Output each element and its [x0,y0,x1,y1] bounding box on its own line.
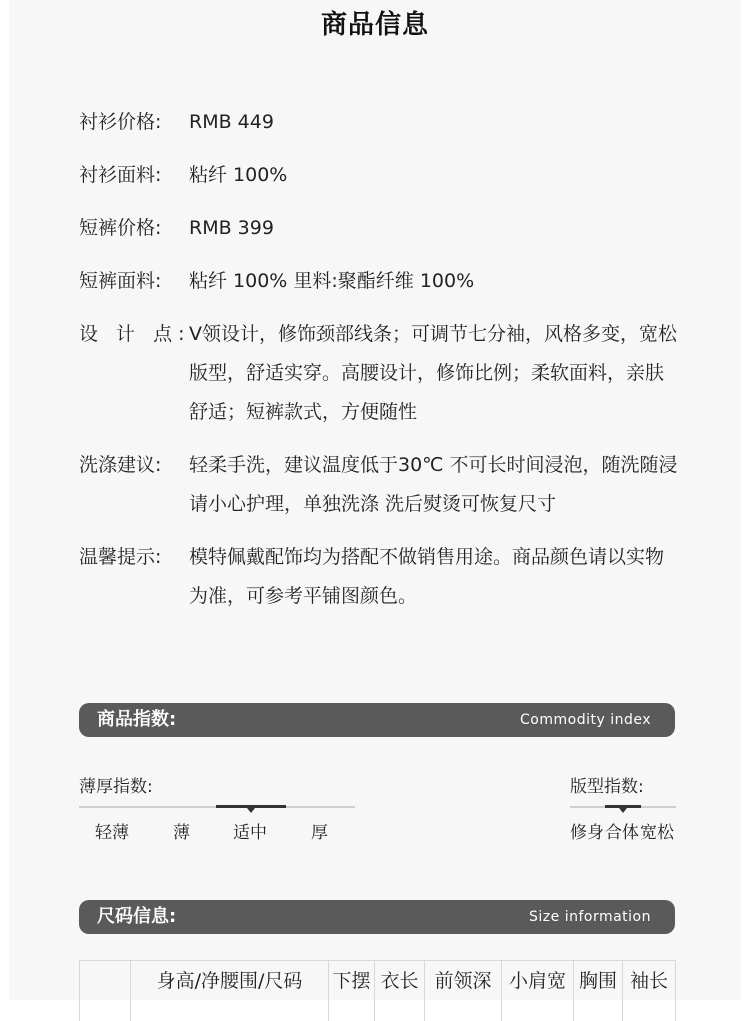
product-detail-page [9,0,741,1000]
info-value: 粘纤 100% [189,164,288,186]
info-value: V领设计，修饰颈部线条；可调节七分袖，风格多变，宽松版型，舒适实穿。高腰设计，修饰比例；柔软面料，亲肤舒适；短裤款式，方便随性 [189,323,677,423]
info-row-shirt-fabric [79,156,679,195]
size-table-header-cell: 前领深 [425,961,502,1021]
fit-option-selected: 合体 [605,823,639,843]
size-info-title-en: Size information [529,909,651,925]
size-table-header-cell: 身高/净腰围/尺码 [131,961,329,1021]
size-table-header-cell [80,961,131,1021]
info-row-shorts-fabric [79,262,679,301]
commodity-index-title: 商品指数: [97,709,177,730]
thickness-option: 薄 [173,823,190,843]
size-table [79,960,676,1021]
info-row-design-points [79,315,679,432]
info-value: RMB 449 [189,111,274,133]
info-label: 衬衫价格: [79,111,162,133]
thickness-option-selected: 适中 [233,823,267,843]
info-value: RMB 399 [189,217,274,239]
info-value: 轻柔手洗，建议温度低于30℃ 不可长时间浸泡，随洗随浸 请小心护理，单独洗涤 洗后熨烫可恢复尺寸 [189,454,678,515]
commodity-index-header [79,703,675,737]
info-row-shirt-price [79,103,679,142]
info-row-shorts-price [79,209,679,248]
size-info-header [79,900,675,934]
info-label: 衬衫面料: [79,164,162,186]
size-table-header-cell: 下摆 [329,961,375,1021]
size-table-header-cell: 胸围 [574,961,623,1021]
commodity-index-title-en: Commodity index [520,712,651,728]
size-table-header-cell: 衣长 [375,961,425,1021]
info-label: 洗涤建议: [79,454,162,476]
info-row-washing [79,446,679,524]
info-label: 短裤价格: [79,217,162,239]
thickness-option: 轻薄 [95,823,129,843]
info-label: 短裤面料: [79,270,162,292]
info-row-tips [79,538,679,616]
size-table-header-cell: 小肩宽 [502,961,574,1021]
size-info-title: 尺码信息: [97,906,177,927]
info-label: 温馨提示: [79,546,162,568]
info-label: 设 计 点: [79,323,191,345]
fit-index-label: 版型指数: [570,777,644,797]
fit-option: 宽松 [640,823,674,843]
thickness-index-label: 薄厚指数: [79,777,153,797]
thickness-option: 厚 [311,823,328,843]
fit-option: 修身 [570,823,604,843]
thickness-indicator-notch [247,808,255,813]
product-info-list [79,103,679,630]
page-title: 商品信息 [320,10,429,40]
fit-indicator-notch [619,808,627,813]
info-value: 模特佩戴配饰均为搭配不做销售用途。商品颜色请以实物为准，可参考平铺图颜色。 [189,546,665,607]
info-value: 粘纤 100% 里料:聚酯纤维 100% [189,270,475,292]
size-table-header-cell: 袖长 [623,961,676,1021]
